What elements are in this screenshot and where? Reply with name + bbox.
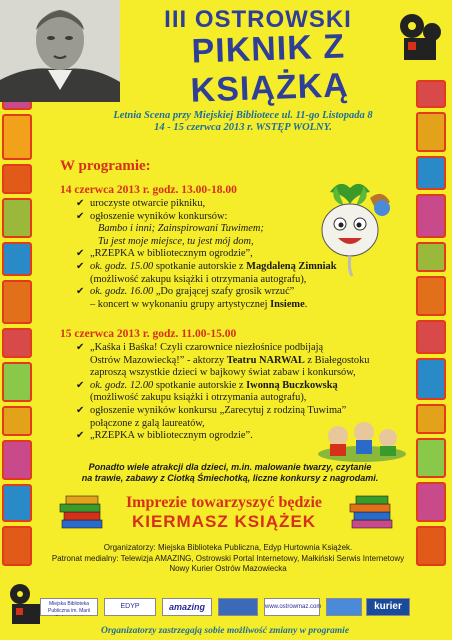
decor-tile [2, 440, 32, 480]
decor-tile [2, 164, 32, 194]
program-heading: W programie: [60, 158, 151, 174]
decor-tile [416, 80, 446, 108]
venue-info [112, 110, 374, 134]
list-item: ✔ ok. godz. 16.00 „Do grającej szafy grosik wrzuć” [76, 286, 295, 298]
list-item-continuation: (możliwość zakupu książki i otrzymania autografu), [90, 273, 307, 285]
checkmark-icon: ✔ [76, 404, 85, 416]
list-item-continuation: zaproszą wszystkie dzieci w bajkowy świat zabaw i konkursów, [90, 367, 356, 379]
list-item: ✔ „RZEPKA w bibliotecznym ogrodzie”. [76, 430, 253, 442]
list-item: ✔ „Kaśka i Baśka! Czyli czarownice niezłośnice podbijają [76, 342, 324, 353]
checkmark-icon: ✔ [76, 430, 85, 442]
fairy-tale-cartoon-illustration [316, 410, 408, 462]
decor-tile [2, 484, 32, 522]
list-item: ✔ ok. godz. 12.00 spotkanie autorskie z Iwonną Buczkowską [76, 379, 338, 391]
amazing-logo: amazing [162, 598, 212, 616]
checkmark-icon: ✔ [76, 198, 85, 209]
checkmark-icon: ✔ [76, 210, 85, 222]
checkmark-icon: ✔ [76, 248, 85, 260]
list-item: ✔ ok. godz. 15.00 spotkanie autorskie z Magdaleną Zimniak [76, 260, 337, 272]
extra-attractions: Ponadto wiele atrakcji dla dzieci, m.in. malowanie twarzy, czytanie na trawie, zabawy z Ciotką Śmiechotką, liczne konkursy z nagrodami. [81, 462, 379, 483]
list-item: ✔ uroczyste otwarcie pikniku, [76, 198, 206, 209]
decor-tile [416, 526, 446, 566]
list-item: ✔ ogłoszenie wyników konkursów: [76, 210, 228, 222]
poster-title-line2: PIKNIK Z KSIĄŻKĄ [189, 27, 350, 110]
decor-tile [416, 194, 446, 238]
venue-line2: 14 - 15 czerwca 2013 r. WSTĘP WOLNY. [154, 122, 332, 133]
decor-tile [2, 526, 32, 566]
decor-tile [2, 198, 32, 238]
decor-tile [2, 328, 32, 358]
decor-tile [2, 280, 32, 324]
checkmark-icon: ✔ [76, 286, 85, 298]
checkmark-icon: ✔ [76, 379, 85, 391]
venue-line1: Letnia Scena przy Miejskiej Bibliotece ul. 11-go Listopada 8 [113, 110, 373, 121]
list-item: ✔ ogłoszenie wyników konkursu „Zarecytuj z rodziną Tuwima” [76, 404, 347, 416]
decor-tile [416, 482, 446, 522]
organizers-info: Organizatorzy: Miejska Biblioteka Publiczna, Edyp Hurtownia Książek. Patronat medialny: Telewizja AMAZING, Ostrowski Portal Internetowy, Małkiński Serwis Internetowy Nowy Kurier Ostrów Mazowiecka [51, 543, 405, 573]
decor-tile [416, 276, 446, 316]
day1-heading: 14 czerwca 2013 r. godz. 13.00-18.00 [60, 184, 237, 196]
edyp-logo: EDYP [104, 598, 156, 616]
ostrowmaz-logo: www.ostrowmaz.com [264, 598, 320, 616]
decor-tile [416, 358, 446, 400]
library-logo: Miejska Biblioteka Publiczna im. Marii [40, 598, 98, 616]
decor-tile [2, 406, 32, 436]
decor-tile [416, 404, 446, 434]
turnip-cartoon-illustration [300, 178, 400, 278]
decor-tile [416, 320, 446, 354]
list-item-continuation: Ostrów Mazowiecką!” - aktorzy Teatru NARWAL z Białegostoku [90, 354, 370, 366]
book-stack-icon [58, 492, 106, 532]
decor-tile [416, 438, 446, 478]
left-decorative-strip [2, 80, 36, 620]
decorative-border-bottom [40, 616, 412, 626]
decor-tile [416, 242, 446, 272]
decor-tile [416, 112, 446, 152]
checkmark-icon: ✔ [76, 260, 85, 272]
day2-heading: 15 czerwca 2013 r. godz. 11.00-15.00 [60, 328, 237, 340]
decor-tile [2, 362, 32, 402]
fair-intro: Imprezie towarzyszyć będzie [125, 494, 323, 511]
decor-tile [416, 156, 446, 190]
book-stack-icon [348, 492, 396, 532]
list-item-continuation: – koncert w wykonaniu grupy artystycznej Insieme. [90, 298, 308, 310]
list-subitem: Tu jest moje miejsce, tu jest mój dom, [98, 235, 254, 247]
sponsor-logos [40, 598, 412, 618]
program-change-note: Organizatorzy zastrzegają sobie możliwość zmiany w programie [100, 626, 350, 636]
book-fair-title: KIERMASZ KSIĄŻEK [131, 512, 317, 531]
decor-tile [2, 242, 32, 276]
serwis-logo [326, 598, 362, 616]
list-item-continuation: połączone z galą laureatów, [90, 417, 205, 429]
list-item: ✔ „RZEPKA w bibliotecznym ogrodzie”, [76, 248, 253, 260]
list-item-continuation: (możliwość zakupu książki i otrzymania autografu), [90, 392, 307, 404]
right-decorative-strip [416, 80, 450, 620]
checkmark-icon: ✔ [76, 342, 85, 353]
decor-tile [2, 114, 32, 160]
portrait-photo [0, 0, 120, 102]
list-subitem: Bambo i inni; Zainspirowani Tuwimem; [98, 223, 264, 235]
kurier-logo: kurier [366, 598, 410, 616]
portal-logo [218, 598, 258, 616]
poster-title-line1: III OSTROWSKI [164, 6, 352, 33]
